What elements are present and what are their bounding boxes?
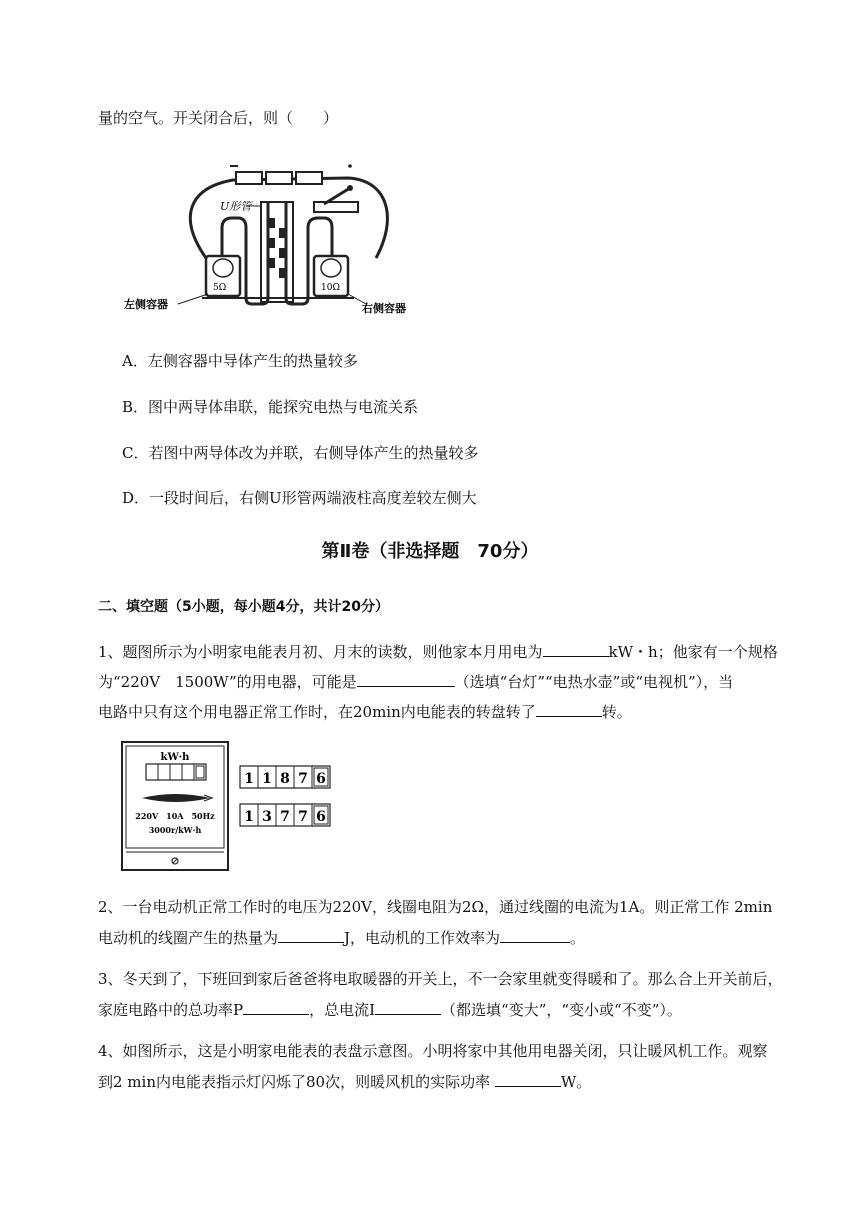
digit: 7	[298, 809, 308, 825]
q3-line-1: 3、冬天到了，下班回到家后爸爸将电取暖器的开关上，不一会家里就变得暖和了。那么合上开关前后，	[98, 970, 783, 988]
q3-line-2: 家庭电路中的总功率P ，总电流I （都选填“变大”，“变小或“不变”）。	[98, 1001, 682, 1019]
answer-blank	[536, 701, 602, 717]
u-tube-label: U形管	[220, 200, 252, 213]
q1-line-1: 1、题图所示为小明家电能表月初、月末的读数，则他家本月用电为 kW・h；他家有一个规格	[98, 643, 778, 661]
digit: 7	[298, 771, 308, 787]
q4-line-2: 到2 min内电能表指示灯闪烁了80次，则暖风机的实际功率 W。	[98, 1073, 592, 1091]
meter-spec-2: 3000r/kW·h	[148, 825, 202, 835]
right-resistor-label: 10Ω	[321, 283, 340, 293]
digit: 7	[280, 809, 290, 825]
option-d: D．一段时间后，右侧U形管两端液柱高度差较左侧大	[122, 489, 477, 507]
meter-reading-start	[240, 766, 330, 788]
question-intro-tail: 量的空气。开关闭合后，则（ ）	[98, 109, 339, 127]
q2-line-2: 电动机的线圈产生的热量为 J，电动机的工作效率为 。	[98, 929, 586, 947]
q1-line-2: 为“220V 1500W”的用电器，可能是 （选填“台灯”“电热水壶”或“电视机”），当	[98, 673, 734, 691]
meter-reading-end	[240, 804, 330, 826]
answer-blank	[278, 927, 344, 943]
section-subtitle: 二、填空题（5小题，每小题4分，共计20分）	[98, 599, 389, 615]
digit: 6	[316, 771, 326, 787]
digit: 1	[244, 771, 254, 787]
left-container-label: 左侧容器	[124, 298, 168, 311]
q4-line-1: 4、如图所示，这是小明家电能表的表盘示意图。小明将家中其他用电器关闭，只让暖风机工作。观察	[98, 1042, 768, 1060]
answer-blank	[500, 927, 570, 943]
answer-blank	[375, 999, 441, 1015]
digit: 1	[244, 809, 254, 825]
answer-blank	[495, 1071, 561, 1087]
answer-blank	[543, 641, 609, 657]
right-container-label: 右侧容器	[362, 302, 406, 315]
q2-line-1: 2、一台电动机正常工作时的电压为220V，线圈电阻为2Ω，通过线圈的电流为1A。则正常工作 2min	[98, 898, 773, 916]
option-b: B．图中两导体串联，能探究电热与电流关系	[122, 398, 419, 416]
energy-meter-figure	[118, 740, 340, 874]
joule-heating-figure	[118, 158, 418, 318]
option-c: C．若图中两导体改为并联，右侧导体产生的热量较多	[122, 444, 479, 462]
digit: 8	[280, 771, 290, 787]
digit: 6	[316, 809, 326, 825]
answer-blank	[243, 999, 309, 1015]
digit: 1	[262, 771, 272, 787]
digit: 3	[262, 809, 272, 825]
answer-blank	[357, 671, 455, 687]
left-resistor-label: 5Ω	[213, 283, 227, 293]
q1-line-3: 电路中只有这个用电器正常工作时，在20min内电能表的转盘转了 转。	[98, 703, 632, 721]
section-title: 第Ⅱ卷（非选择题 70分）	[321, 541, 539, 562]
meter-unit: kW·h	[160, 752, 190, 763]
option-a: A．左侧容器中导体产生的热量较多	[122, 352, 358, 370]
meter-spec-1: 220V 10A 50Hz	[135, 811, 215, 821]
